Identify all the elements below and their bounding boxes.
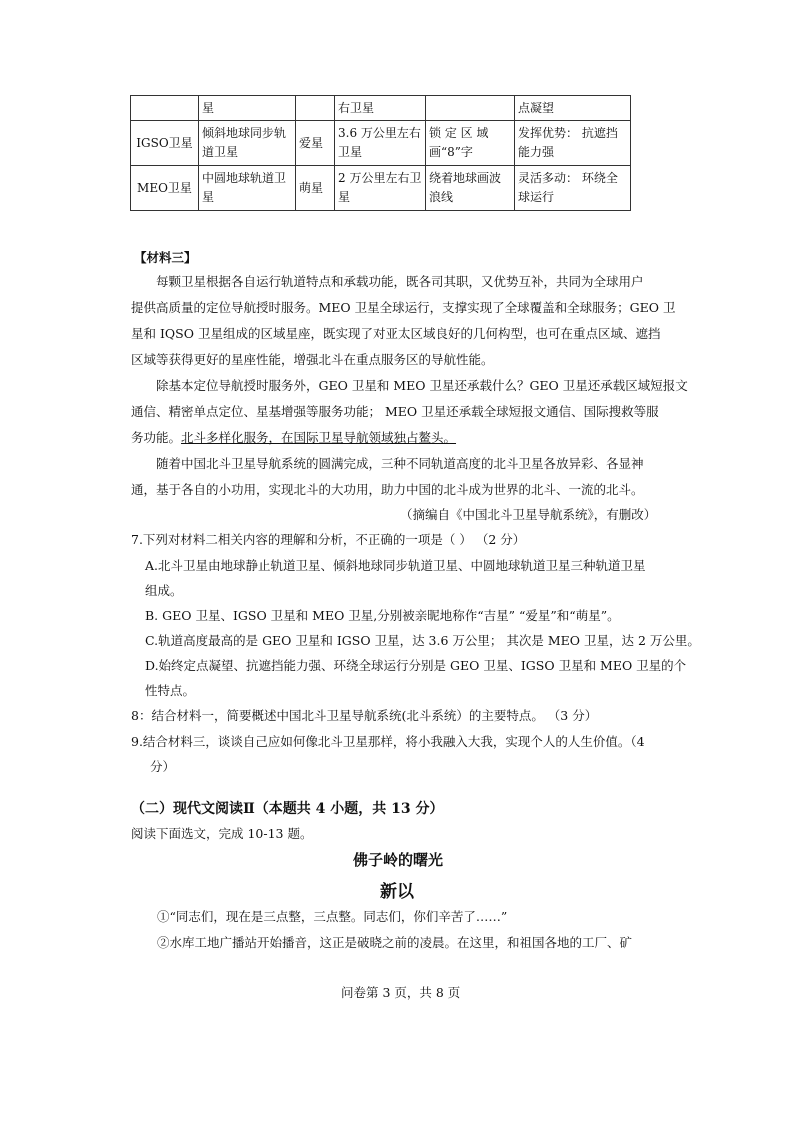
table-cell: 点凝望 — [515, 96, 631, 121]
paragraph-line: 星和 IQSO 卫星组成的区域星座，既实现了对亚太区域良好的几何构型，也可在重点区域、遮挡 — [131, 326, 661, 341]
page-footer: 问卷第 3 页，共 8 页 — [341, 985, 461, 1000]
article-author: 新以 — [380, 882, 414, 902]
table-cell — [296, 96, 335, 121]
table-cell: 右卫星 — [335, 96, 426, 121]
article-paragraph-2: ②水库工地广播站开始播音，这正是破晓之前的凌晨。在这里，和祖国各地的工厂、矿 — [157, 935, 633, 950]
table-cell: MEO卫星 — [131, 166, 199, 211]
question-7-option-b: B. GEO 卫星、IGSO 卫星和 MEO 卫星,分别被亲昵地称作“吉星” “爱星”和“萌星”。 — [145, 608, 620, 623]
question-7-option-c: C.轨道高度最高的是 GEO 卫星和 IGSO 卫星，达 3.6 万公里； 其次是 MEO 卫星，达 2 万公里。 — [145, 633, 700, 648]
section-heading: （二）现代文阅读Ⅱ（本题共 4 小题，共 13 分） — [131, 801, 444, 817]
satellite-table — [130, 95, 631, 211]
underlined-sentence: 北斗多样化服务，在国际卫星导航领域独占鳌头。 — [181, 430, 457, 445]
question-9: 9.结合材料三，谈谈自己应如何像北斗卫星那样，将小我融入大我，实现个人的人生价值。（4 — [131, 734, 645, 749]
question-8: 8：结合材料一，简要概述中国北斗卫星导航系统(北斗系统）的主要特点。 （3 分） — [131, 708, 598, 723]
table-cell: 锁 定 区 域画“8”字 — [426, 121, 515, 166]
question-9-cont: 分） — [150, 759, 176, 774]
table-cell: 发挥优势： 抗遮挡能力强 — [515, 121, 631, 166]
table-cell: 2 万公里左右卫星 — [335, 166, 426, 211]
article-title: 佛子岭的曙光 — [353, 851, 444, 869]
table-row — [131, 121, 631, 166]
table-cell: 爱星 — [296, 121, 335, 166]
table-cell: 萌星 — [296, 166, 335, 211]
paragraph-line: 提供高质量的定位导航授时服务。MEO 卫星全球运行，支撑实现了全球覆盖和全球服务；GEO 卫 — [131, 300, 676, 315]
paragraph-line: 每颗卫星根据各自运行轨道特点和承载功能，既各司其职，又优势互补，共同为全球用户 — [156, 274, 644, 289]
article-paragraph-1: ①“同志们，现在是三点整，三点整。同志们，你们辛苦了……” — [157, 909, 508, 924]
table-cell — [426, 96, 515, 121]
paragraph-line: 除基本定位导航授时服务外，GEO 卫星和 MEO 卫星还承载什么？GEO 卫星还承载区域短报文 — [156, 378, 688, 393]
source-citation: （摘编自《中国北斗卫星导航系统》，有删改） — [400, 507, 657, 522]
paragraph-line: 通信、精密单点定位、星基增强等服务功能； MEO 卫星还承载全球短报文通信、国际搜救等服 — [131, 404, 659, 419]
question-7-option-a: A.北斗卫星由地球静止轨道卫星、倾斜地球同步轨道卫星、中圆地球轨道卫星三种轨道卫星 — [145, 558, 646, 573]
question-7-option-a-cont: 组成。 — [145, 583, 183, 598]
section-instruction: 阅读下面选文，完成 10-13 题。 — [131, 826, 313, 841]
paragraph-text: 务功能。 — [131, 430, 182, 445]
table-cell: 中圆地球轨道卫星 — [199, 166, 296, 211]
table-cell: 3.6 万公里左右卫星 — [335, 121, 426, 166]
table-cell: 星 — [199, 96, 296, 121]
table-cell: IGSO卫星 — [131, 121, 199, 166]
table-cell — [131, 96, 199, 121]
table-cell: 倾斜地球同步轨道卫星 — [199, 121, 296, 166]
material3-heading: 【材料三】 — [134, 250, 197, 265]
paragraph-line: 随着中国北斗卫星导航系统的圆满完成，三种不同轨道高度的北斗卫星各放异彩、各显神 — [156, 456, 644, 471]
table-row — [131, 166, 631, 211]
table-cell: 绕着地球画波浪线 — [426, 166, 515, 211]
paragraph-line-with-underline — [131, 428, 456, 446]
paragraph-line: 通，基于各自的小功用，实现北斗的大功用，助力中国的北斗成为世界的北斗、一流的北斗。 — [131, 482, 644, 497]
table-row — [131, 96, 631, 121]
question-7-option-d-cont: 性特点。 — [145, 683, 196, 698]
table-cell: 灵活多动： 环绕全球运行 — [515, 166, 631, 211]
question-7-option-d: D.始终定点凝望、抗遮挡能力强、环绕全球运行分别是 GEO 卫星、IGSO 卫星和 MEO 卫星的个 — [145, 658, 687, 673]
paragraph-line: 区域等获得更好的星座性能，增强北斗在重点服务区的导航性能。 — [131, 352, 494, 367]
question-7-stem: 7.下列对材料二相关内容的理解和分析，不正确的一项是（ ） （2 分） — [131, 532, 526, 547]
